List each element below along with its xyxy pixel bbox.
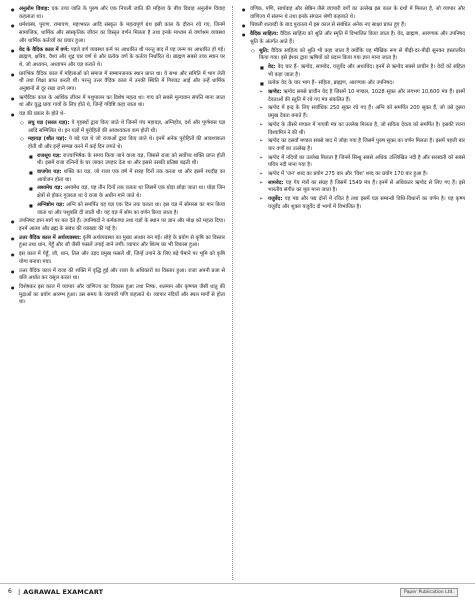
bullet-item [259, 155, 465, 170]
bullet-text: उत्तर वैदिक काल में राजा की शक्ति में वृद्धि हुई और राजा के अधिकारों का विस्तार हुआ। राजा अपनी प्रजा से बलि अर्थात कर वसूल करता था। [19, 267, 225, 282]
bullet-text: ऋग्वैदिक काल के आर्थिक जीवन में पशुपालन का विशेष महत्व था। गाय को सबसे मूल्यवान संपत्ति माना जाता था और युद्ध प्रायः गायों के लिए होते थे, जिन्हें गविष्टि कहा जाता था। [19, 94, 225, 109]
bullet-term: सामवेद: [268, 179, 284, 186]
bullet-item [10, 22, 225, 45]
bullet-text: अश्वमेध यज्ञ, यह तीन दिनों तक चलता था जिसमें एक घोड़ा छोड़ा जाता था। घोड़ा जिन क्षेत्रों से होकर गुजरता था वे राजा के अधीन माने जाते थे। [37, 185, 225, 200]
bullet-text: पिछली शताब्दी के बाद पुरातत्व में इस काल से संबंधित अनेक नए साक्ष्य प्राप्त हुए हैं। [250, 22, 406, 29]
bullet-term: महायज्ञ (श्रौत यज्ञ): [28, 136, 67, 143]
bullet-text: वैदिक साहित्य को श्रुति और स्मृति में विभाजित किया जाता है। वेद, ब्राह्मण, आरण्यक और उपनिषद श्रुति के अंतर्गत आते हैं। [250, 31, 465, 45]
bullet-item [10, 268, 225, 283]
publisher-brand [18, 588, 103, 596]
bullet-text: ऋग्वेद सबसे प्राचीन वेद है जिसमें 10 मण्डल, 1028 सूक्त और लगभग 10,600 मंत्र हैं। इसमें देवताओं की स्तुति में रचे गए मंत्र संकलित हैं। [268, 89, 465, 103]
bullet-item [10, 47, 225, 70]
bullet-item [10, 218, 225, 233]
bullet-text: कृषि अर्थव्यवस्था का मुख्य आधार बन गई। लोहे के प्रयोग से कृषि का विस्तार हुआ तथा धान, गेहूँ और जौ जैसी फसलें उगाई जाने लगीं। व्यापार और शिल्प का भी विकास हुआ। [19, 234, 225, 249]
publisher-badge: Paper Publication Ltd. [400, 588, 458, 597]
bullet-text: वैदिक साहित्य को श्रुति भी कहा जाता है क्योंकि यह मौखिक रूप से पीढ़ी-दर-पीढ़ी सुनकर हस्तांतरित किया गया। इसे ईश्वर द्वारा ऋषियों को प्रदान किया गया ज्ञान माना जाता है। [259, 47, 466, 62]
bullet-item [28, 202, 225, 217]
column-divider [232, 6, 233, 580]
bullet-item [28, 169, 225, 184]
bullet-item [10, 251, 225, 266]
bullet-term: वाजपेय यज्ञ: [37, 169, 62, 176]
bullet-item [259, 180, 465, 195]
bullet-text: वेद चार हैं– ऋग्वेद, सामवेद, यजुर्वेद और अथर्ववेद। इनमें से ऋग्वेद सबसे प्राचीन है। वेदों को संहिता भी कहा जाता है। [268, 63, 465, 78]
right-column [241, 6, 465, 213]
bullet-item [250, 48, 465, 63]
bullet-item [10, 284, 225, 307]
page-number: 6 [8, 588, 12, 595]
bullet-item [28, 153, 225, 168]
bullet-term: श्रुति: [259, 47, 269, 54]
bullet-term: वैदिक साहित्य: [250, 31, 279, 38]
bullet-item [241, 6, 465, 21]
bullet-item [259, 80, 465, 88]
bullet-item [19, 136, 225, 151]
brand-name: AGRAWAL EXAMCART [23, 587, 104, 596]
bullet-item [259, 89, 465, 104]
bullet-item [10, 95, 225, 110]
bullet-item [19, 120, 225, 135]
bullet-text: उपनिषद ज्ञान मार्ग पर बल देते हैं। उपनिषदों ने कर्मकाण्ड तथा यज्ञों के स्थान पर ज्ञान और मोक्ष को महत्व दिया। इनमें आत्मा और ब्रह्म के संबंध की व्याख्या की गई है। [19, 218, 225, 232]
bullet-item [241, 31, 465, 46]
bullet-text: एक उच्च जाति के पुरुष और एक निचली जाति की महिला के बीच विवाह अनुलोम विवाह कहलाता था। [19, 6, 225, 20]
bullet-term: अश्वमेध यज्ञ: [37, 185, 63, 192]
bullet-text: धर्मशास्त्र, पुराण, रामायण, महाभारत आदि संस्कृत के महत्वपूर्ण ग्रंथ इसी काल के दौरान रचे गए, जिनमें सामाजिक, धार्मिक और सांस्कृतिक जीवन का विस्तृत वर्णन मिलता है तथा इनके माध्यम से वर्णाश्रम व्यवस्था और धार्मिक कर्तव्यों का प्रचार हुआ। [19, 22, 225, 44]
bullet-text: ऋग्वेद में नदियों का उल्लेख मिलता है जिनमें सिन्धु सबसे अधिक उल्लिखित नदी है और सरस्वती को सबसे पवित्र नदी माना गया है। [268, 154, 465, 169]
bullet-text: ऋग्वेद का दसवाँ मण्डल सबसे बाद में जोड़ा गया है जिसमें पुरुष सूक्त का वर्णन मिलता है। इसमें पहली बार चार वर्णों का उल्लेख है। [268, 138, 465, 152]
bullet-item [10, 235, 225, 250]
bullet-text: पहले वर्ण व्यवस्था कर्म पर आधारित थी परन्तु बाद में यह जन्म पर आधारित हो गई। ब्राह्मण, क्षत्रिय, वैश्य और शूद्र चार वर्ण थे और प्रत्येक वर्ण के कर्तव्य निर्धारित थे। ब्राह्मण सबसे उच्च स्थान पर थे, जो अध्ययन, अध्यापन और यज्ञ कराते थे। [19, 46, 225, 68]
bullet-item [259, 138, 465, 153]
bullet-text: ये बड़े यज्ञ थे जो राजाओं द्वारा किए जाते थे। इनमें अनेक पुरोहितों की आवश्यकता होती थी और इन्हें सम्पन्न करने में कई दिन लगते थे। [28, 136, 226, 150]
bullet-item [259, 122, 465, 137]
bullet-item [10, 111, 225, 119]
bullet-text: प्रत्येक वेद के चार भाग हैं– संहिता, ब्राह्मण, आरण्यक और उपनिषद। [268, 80, 394, 87]
bullet-text: यह गेय मंत्रों का संग्रह है जिसमें 1549 मंत्र हैं। इनमें से अधिकतर ऋग्वेद से लिए गए हैं। इसे भारतीय संगीत का मूल माना जाता है। [268, 179, 466, 194]
bullet-item [259, 105, 465, 120]
bullet-term: राजसूय यज्ञ: [37, 152, 62, 159]
bullet-text: शक्ति का यज्ञ, जो राजा एक वर्ष में सत्रह दिनों तक करता था और इसमें रथदौड़ का आयोजन होता था। [37, 169, 225, 183]
bullet-text: यह गद्य और पद्य दोनों में रचित है तथा इसमें यज्ञ सम्बन्धी विधि-विधानों का वर्णन है। यह कृष्ण यजुर्वेद और शुक्ल यजुर्वेद दो भागों में विभाजित है। [268, 196, 465, 210]
bullet-text: ऋग्वेद में इन्द्र के लिए सर्वाधिक 250 सूक्त रचे गए हैं। अग्नि को समर्पित 200 सूक्त हैं, जो उसे दूसरा प्रमुख देवता बनाते हैं। [268, 105, 465, 120]
bullet-item [259, 196, 465, 211]
brand-separator: | [18, 587, 21, 596]
bullet-term: लघु यज्ञ (सरल यज्ञ): [28, 119, 70, 126]
bullet-term: अग्निष्टोम यज्ञ: [37, 201, 65, 208]
bullet-text: वणिक, पणि, सार्थवाह और श्रेष्ठिन जैसे व्यापारी वर्गों का उल्लेख इस काल के ग्रंथों में मिलता है, जो व्यापार और वाणिज्य में संलग्न थे तथा इनके संगठन श्रेणी कहलाते थे। [250, 6, 465, 20]
bullet-text: अग्नि को समर्पित यह यज्ञ एक दिन तक चलता था। इस यज्ञ में सोमरस का पान किया जाता था और पशुबलि दी जाती थी। यह यज्ञ में सोम का वर्णन किया जाता है। [37, 201, 226, 216]
bullet-item [241, 22, 465, 30]
left-column [10, 6, 225, 308]
bullet-item [259, 64, 465, 79]
bullet-text: राज्याभिषेक के समय किया जाने वाला यज्ञ, जिससे राजा को सर्वोच्च शक्ति प्राप्त होती थी। इसमें राजा रत्निनों के घर जाकर उपहार देता था और इससे उसकी प्रतिष्ठा बढ़ती थी। [37, 152, 225, 167]
bullet-text: ये गृहस्थों द्वारा किए जाते थे जिनमें पंच महायज्ञ, अग्निहोत्र, दर्श और पूर्णमास यज्ञ आदि सम्मिलित थे। इन यज्ञों में पुरोहितों की आवश्यकता कम होती थी। [28, 119, 225, 134]
bullet-item [28, 185, 225, 200]
bullet-term: अनुलोम विवाह: [19, 6, 50, 12]
bullet-item [10, 71, 225, 94]
bullet-item [259, 171, 465, 179]
bullet-text: ऋग्वेद के तीसरे मण्डल में गायत्री मंत्र का उल्लेख मिलता है, जो सविता देवता को समर्पित है। इसकी रचना विश्वामित्र ने की थी। [268, 121, 465, 136]
bullet-term: वेद के वैदिक काल में वर्ण: [19, 46, 70, 53]
bullet-term: यजुर्वेद: [268, 196, 283, 203]
page-footer [0, 583, 475, 601]
bullet-text: विशेषकर इस काल में व्यापार और वाणिज्य का विकास हुआ तथा निष्क, शतमान और कृष्णल जैसी धातु की मुद्राओं का प्रयोग आरम्भ हुआ। उस समय के व्यापारी पणि कहलाते थे। व्यापार नदियों और स्थल मार्गों से होता था। [19, 283, 225, 306]
bullet-term: उत्तर वैदिक काल में अर्थव्यवस्था: [19, 234, 81, 241]
bullet-text: प्रारंभिक वैदिक काल में महिलाओं को समाज में सम्मानजनक स्थान प्राप्त था। वे सभा और समिति में भाग लेती थीं तथा शिक्षा प्राप्त करती थीं। परन्तु उत्तर वैदिक काल में उनकी स्थिति में गिरावट आई और उन्हें धार्मिक अनुष्ठानों से दूर रखा जाने लगा। [19, 70, 225, 93]
bullet-text: यज्ञ की प्रकार के होते थे– [19, 111, 66, 118]
bullet-term: वेद: [268, 63, 276, 70]
bullet-text: इस काल में गेहूँ, जौ, धान, तिल और उड़द प्रमुख फसलें थीं, जिन्हें उगाने के लिए बड़े पैमाने पर भूमि को कृषि योग्य बनाया गया। [19, 251, 225, 265]
bullet-text: ऋग्वेद में 'जन' शब्द का प्रयोग 275 बार और 'विश' शब्द का प्रयोग 170 बार हुआ है। [268, 171, 428, 178]
bullet-term: ऋग्वेद: [268, 89, 282, 96]
bullet-item [10, 6, 225, 21]
